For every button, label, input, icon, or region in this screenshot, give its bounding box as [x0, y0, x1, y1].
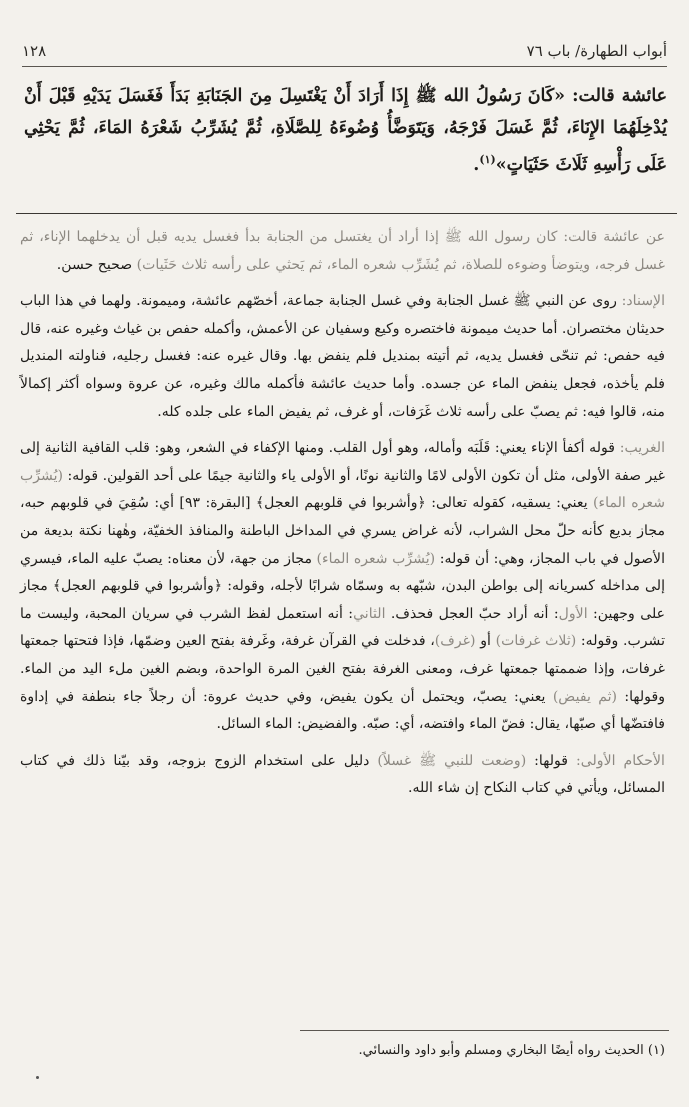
gharib-text: : أنه أراد حبّ العجل فحذف.	[385, 605, 559, 622]
isnad-text: روى عن النبي ﷺ غسل الجنابة وفي غسل الجنابة جماعة، أخصّهم عائشة، وميمونة. ولهما في هذا الباب حديثان مختصران. أما حديث ميمونة فاختصره وكيع وسفيان عن الأعمش، وأكمله حفص بن غياث وغيره عنه، قال فيه حفص: ثم تنحّى فغسل يديه، ثم أتيته بمنديل فلم ينفض بها. وقال غيره عنه: فغسل رجليه، فناولته المنديل فلم يأخذه، فجعل ينفض الماء عن جسده. وأما حديث عائشة فأكمله مالك وغيره، عن عروة وسواه أكثر إكمالاً منه، قالوا فيه: ثم يصبّ على رأسه ثلاث غَرَفات، أو غرف، ثم يفيض الماء على جلده كله.	[20, 293, 665, 420]
stray-dot	[36, 1076, 39, 1079]
hadith-text	[24, 80, 667, 181]
gharib-paragraph	[20, 435, 665, 739]
quoted-phrase: (غرف)	[434, 633, 476, 650]
gharib-label: الغريب:	[615, 440, 666, 457]
gharib-text: أو	[475, 633, 496, 650]
quoted-phrase: (يُشرِّب شعره الماء)	[316, 550, 436, 567]
header-divider	[22, 66, 667, 67]
hadith-end: .	[473, 154, 480, 175]
footnote: (١) الحديث رواه أيضًا البخاري ومسلم وأبو داود والنسائي.	[358, 1043, 665, 1058]
hadith-restatement: عن عائشة قالت: كان رسول الله ﷺ إذا أراد أن يغتسل من الجنابة بدأ فغسل يديه قبل أن يدخلهما الإناء، ثم غسل فرجه، ويتوضأ وضوءه للصلاة، ثم يُشَرِّب شعره الماء، ثم يَحثي على رأسه ثلاث حَثَيات)	[20, 229, 665, 273]
second-aspect-label: الثاني	[353, 605, 386, 622]
gharib-text: يعني: يسقيه، كقوله تعالى: ﴿وأشربوا في قلوبهم العجل﴾ [البقرة: ٩٣] أي: سُقِيَ في قلوبهم حبه، مجاز بديع كأنه حلّ محل الشراب، لأنه غراض يسري في المداخل الباطنة والمنافذ الخفيّة، وهٰهنا نكتة بديعة من الأصول في باب المجاز، وهي: أن قوله:	[20, 495, 665, 567]
quoted-phrase: (ثم يفيض)	[552, 688, 618, 705]
gharib-text: ، فدخلت في القرآن غرفة، وغَرفة بفتح العين وضمّها، فإذا فتحتها جمعتها غرفات، وإذا ضممتها جمعتها غرف، ومعنى الغرفة بفتح الغين المرة الواحدة، وبضم الغين ملء اليد من الماء. وقولها:	[20, 633, 665, 705]
running-title: أبواب الطهارة/ باب ٧٦	[526, 42, 667, 60]
isnad-paragraph	[20, 288, 665, 426]
quoted-phrase: (ثلاث غرفات)	[495, 633, 577, 650]
page-number: ١٢٨	[22, 42, 47, 60]
hadith-grade: صحيح حسن.	[56, 256, 137, 273]
isnad-label: الإسناد:	[616, 293, 665, 310]
gharib-text: يعني: يصبّ، ويحتمل أن يكون يفيض، وفي حديث عروة: أن رجلاً جاء بنطفة في إداوة فافتضّها أي صبّها، يقال: فضّ الماء وافتضه، أي: صبّه. والفضيض: الماء السائل.	[20, 688, 665, 733]
ahkam-label: الأحكام الأولى:	[568, 752, 665, 769]
gharib-text: مجاز من جهة، لأن معناه: يصبّ عليه الماء، فيسري إلى مداخله كسريانه إلى بواطن البدن، شبّهه به وسمّاه شرابًا لأجله، وقوله: ﴿وأشربوا في قلوبهم العجل﴾ مجاز على وجهين:	[20, 550, 666, 622]
footnote-marker: (١)	[479, 153, 496, 166]
section-divider	[16, 213, 677, 214]
ahkam-text: دليل على استخدام الزوج بزوجه، وقد بيّنا ذلك في كتاب المسائل، ويأتي في كتاب النكاح إن شاء الله.	[20, 752, 665, 797]
quoted-phrase: (يُشرِّب شعره الماء)	[20, 467, 665, 512]
ahkam-paragraph	[20, 748, 665, 803]
hadith-body: عائشة قالت: «كَانَ رَسُولُ الله ﷺ إِذَا أَرَادَ أَنْ يَغْتَسِلَ مِنَ الجَنَابَةِ بَدَأَ فَغَسَلَ يَدَيْهِ قَبْلَ أَنْ يُدْخِلَهُمَا الإِنَاءَ، ثُمَّ غَسَلَ فَرْجَهُ، وَيَتَوَضَّأُ وُضُوءَهُ لِلصَّلَاةِ، ثُمَّ يُشَرِّبُ شَعْرَهُ المَاءَ، ثُمَّ يَحْثِي عَلَى رَأْسِهِ ثَلَاثَ حَثَيَاتٍ»	[24, 86, 667, 175]
gharib-text: قوله أكفأ الإناء يعني: قَلَبَه وأماله، وهو أول القلب. ومنها الإكفاء في الشعر، وهو: قلب القافية الثانية إلى غير صفة الأولى، مثل أن تكون الأولى لامًا والثانية نونًا، أو الأولى ياء والثانية جيمًا على أحد القولين. قوله:	[20, 440, 665, 484]
gharib-text: : أنه استعمل لفظ الشرب في سريان المحبة، وليست ما تشرب. وقوله:	[20, 605, 665, 650]
first-aspect-label: الأول	[558, 605, 588, 622]
footnote-divider	[300, 1030, 669, 1031]
quoted-phrase: (وضعت للنبي ﷺ غسلاً)	[377, 752, 527, 769]
text-paragraph	[20, 224, 665, 279]
page-header	[22, 38, 667, 64]
commentary	[20, 224, 665, 803]
ahkam-text: قولها:	[526, 752, 569, 769]
